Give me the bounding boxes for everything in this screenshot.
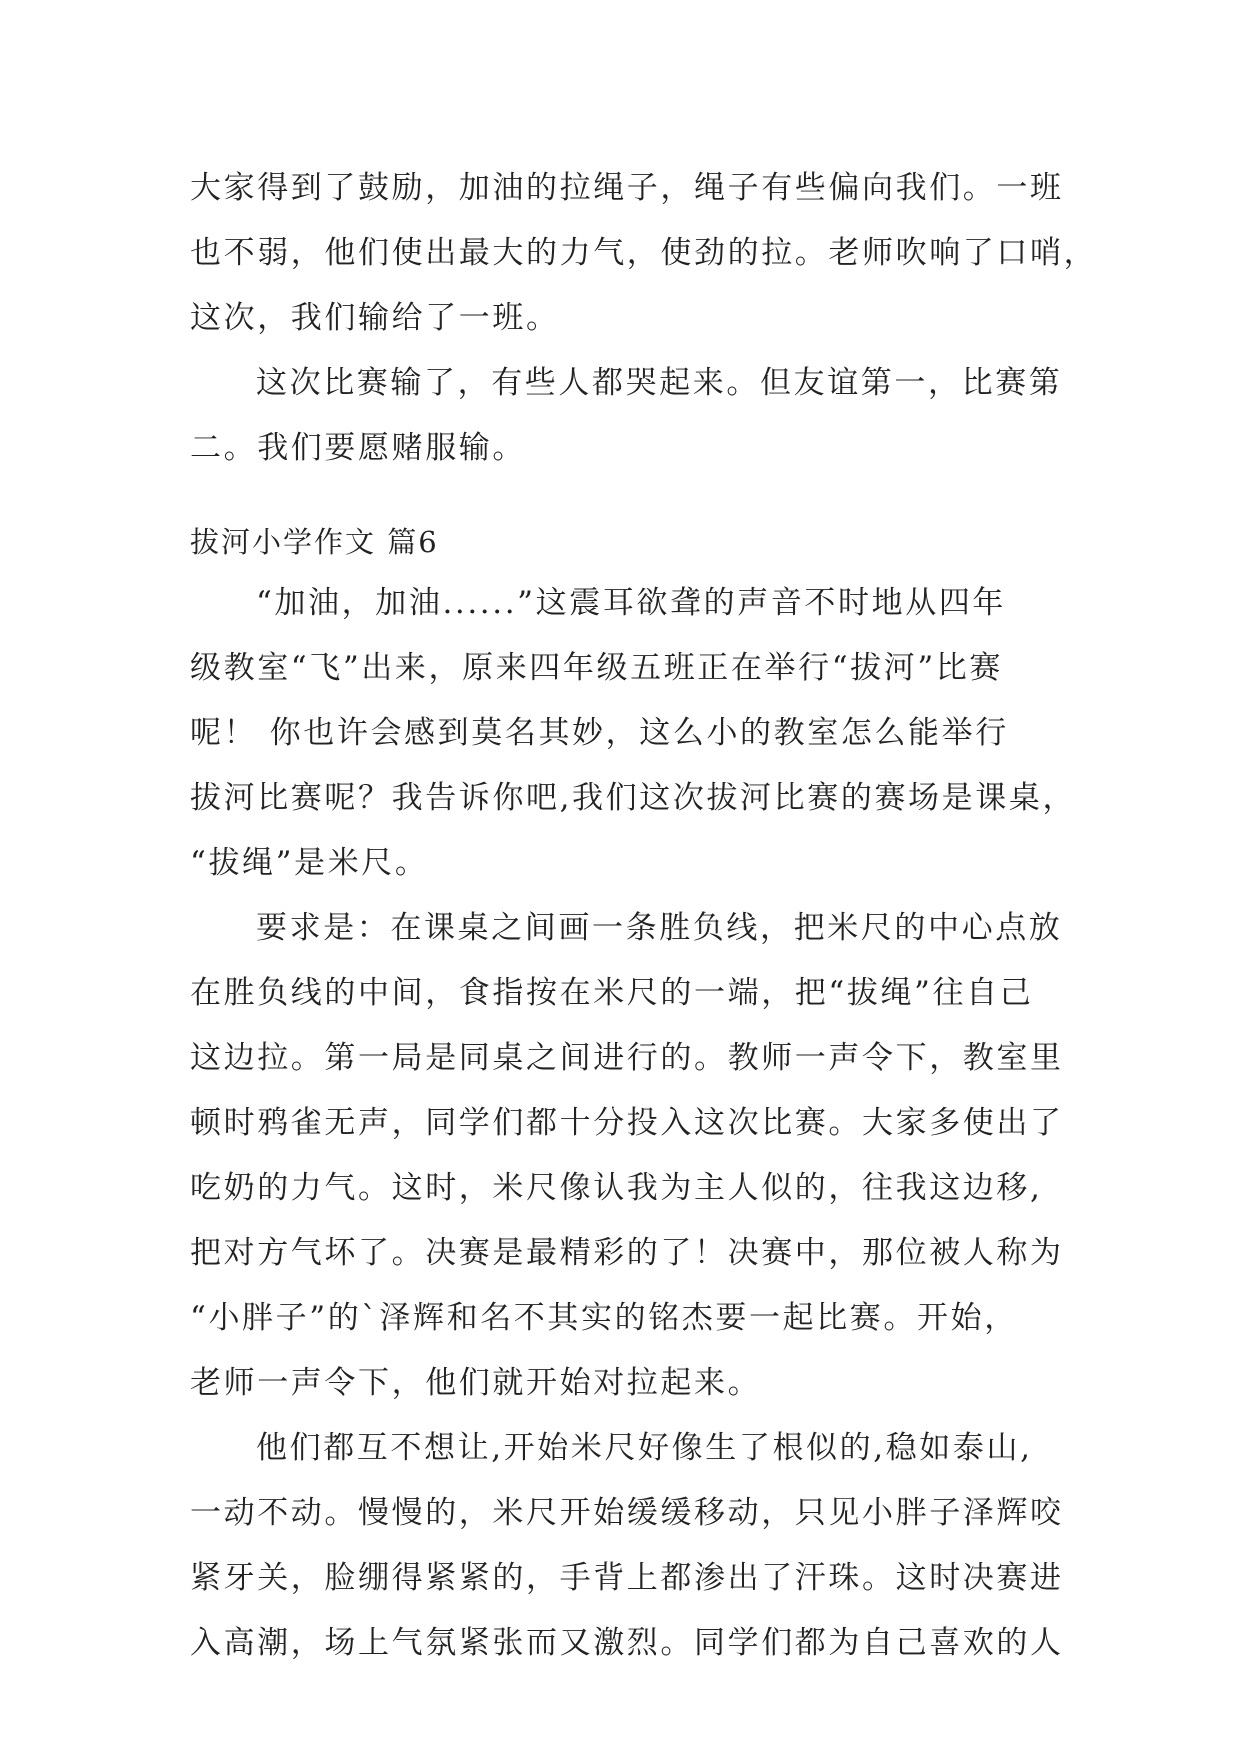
paragraph-line: 大家得到了鼓励，加油的拉绳子，绳子有些偏向我们。一班 <box>190 170 1064 206</box>
section-heading: 拔河小学作文 篇6 <box>190 525 439 559</box>
paragraph-line: 这边拉。第一局是同桌之间进行的。教师一声令下，教室里 <box>190 1040 1064 1076</box>
paragraph-line: 吃奶的力气。这时，米尺像认我为主人似的，往我这边移, <box>190 1170 1043 1206</box>
paragraph-line: 呢！ 你也许会感到莫名其妙，这么小的教室怎么能举行 <box>190 715 1009 751</box>
paragraph-line: “小胖子”的`泽辉和名不其实的铭杰要一起比赛。开始， <box>190 1300 1018 1336</box>
paragraph-line: “拔绳”是米尺。 <box>190 845 429 881</box>
paragraph-line: 把对方气坏了。决赛是最精彩的了！决赛中，那位被人称为 <box>190 1235 1064 1271</box>
paragraph-line: 老师一声令下，他们就开始对拉起来。 <box>190 1365 762 1401</box>
paragraph-line: 要求是：在课桌之间画一条胜负线，把米尺的中心点放 <box>256 910 1063 946</box>
paragraph-line: 这次比赛输了，有些人都哭起来。但友谊第一，比赛第 <box>256 365 1063 401</box>
paragraph-line: 紧牙关，脸绷得紧紧的，手背上都渗出了汗珠。这时决赛进 <box>190 1560 1064 1596</box>
paragraph-line: 他们都互不想让,开始米尺好像生了根似的,稳如泰山, <box>256 1430 1033 1466</box>
paragraph-line: 二。我们要愿赌服输。 <box>190 430 526 466</box>
paragraph-line: 在胜负线的中间，食指按在米尺的一端，把“拔绳”往自己 <box>190 975 1034 1011</box>
paragraph-line: 一动不动。慢慢的，米尺开始缓缓移动，只见小胖子泽辉咬 <box>190 1495 1064 1531</box>
paragraph-line: “加油，加油......”这震耳欲聋的声音不时地从四年 <box>256 585 1007 621</box>
paragraph-line: 顿时鸦雀无声，同学们都十分投入这次比赛。大家多使出了 <box>190 1105 1064 1141</box>
paragraph-line: 也不弱，他们使出最大的力气，使劲的拉。老师吹响了口哨， <box>190 235 1098 271</box>
paragraph-line: 级教室“飞”出来，原来四年级五班正在举行“拔河”比赛 <box>190 650 1003 686</box>
paragraph-line: 这次，我们输给了一班。 <box>190 300 560 336</box>
paragraph-line: 入高潮，场上气氛紧张而又激烈。同学们都为自己喜欢的人 <box>190 1625 1064 1661</box>
paragraph-line: 拔河比赛呢？我告诉你吧,我们这次拔河比赛的赛场是课桌， <box>190 780 1077 816</box>
